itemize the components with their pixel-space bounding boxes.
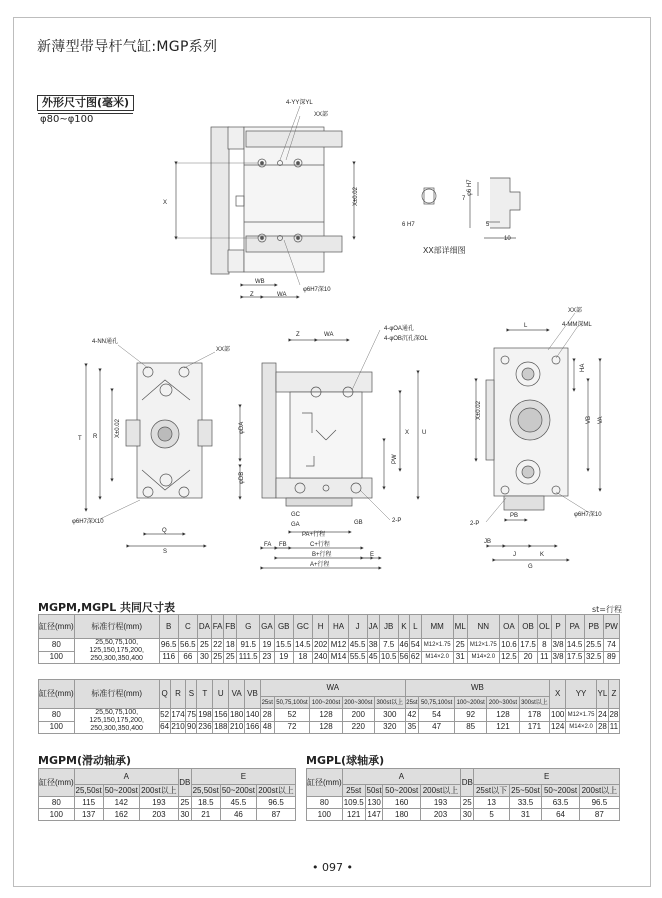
table-cell: 48 <box>260 721 274 734</box>
table-cell: 18.5 <box>191 797 220 809</box>
header-cell: A <box>342 769 460 785</box>
table-cell: 85 <box>455 721 487 734</box>
table-cell: 87 <box>579 809 619 821</box>
top-view <box>176 106 354 297</box>
label-va: VA <box>598 416 604 424</box>
header-cell: OA <box>499 615 518 639</box>
table-cell: 24 <box>596 709 608 722</box>
header-cell: ML <box>453 615 467 639</box>
header-cell: JB <box>379 615 398 639</box>
second-dimension-table <box>38 679 620 734</box>
table-cell: 10.5 <box>379 651 398 664</box>
detail-caption: XX部详细图 <box>423 246 466 255</box>
table-cell: 28 <box>596 721 608 734</box>
table-cell: 25 <box>197 639 211 652</box>
table-cell: 17.5 <box>565 651 584 664</box>
label-h6x10: φ6H7深X10 <box>72 519 104 525</box>
common-dimension-table <box>38 614 620 664</box>
table-cell: 220 <box>342 721 374 734</box>
header-cell: E <box>191 769 295 785</box>
table-cell: 128 <box>310 709 342 722</box>
label-x-left: X±0.02 <box>115 419 121 438</box>
header-cell: 50~200st <box>104 785 138 795</box>
table-cell: 25,50,75,100, 125,150,175,200, 250,300,350,400 <box>74 639 159 664</box>
label-b: B+行程 <box>312 552 332 558</box>
table-cell: 28 <box>608 709 619 722</box>
header-cell: 25st以下 <box>474 785 509 797</box>
table-cell: 10.6 <box>499 639 518 652</box>
table-cell: 11 <box>538 651 551 664</box>
table-cell: 56.5 <box>178 639 197 652</box>
table-cell: 47 <box>419 721 455 734</box>
table-cell: 320 <box>374 721 405 734</box>
table-cell: 64 <box>159 721 170 734</box>
header-cell: 200st以上 <box>420 785 460 797</box>
label-yy: 4-YY深YL <box>286 100 313 106</box>
table-cell: 7.5 <box>379 639 398 652</box>
header-cell: JA <box>367 615 379 639</box>
mgpl-table <box>306 768 620 821</box>
header-cell: GC <box>293 615 312 639</box>
label-h6: φ6H7深10 <box>303 287 331 293</box>
label-xx-right: XX部 <box>568 308 583 314</box>
header-cell: Z <box>608 680 619 709</box>
header-cell: B <box>159 615 178 639</box>
table-cell: 30 <box>180 809 190 819</box>
table-cell: 171 <box>519 721 550 734</box>
label-pw: PW <box>392 454 398 464</box>
table-cell: 14.5 <box>293 639 312 652</box>
table-cell: 210 <box>170 721 186 734</box>
table-cell: 89 <box>603 651 619 664</box>
header-cell: X <box>550 680 566 709</box>
label-detail-6: 6 H7 <box>402 222 415 228</box>
table-cell: 140 <box>245 709 261 722</box>
table-cell: 180 <box>383 809 420 821</box>
header-cell: 200st以上 <box>579 785 619 797</box>
table-cell: 31 <box>453 651 467 664</box>
label-nn: 4-NN通孔 <box>92 339 119 345</box>
table-cell: 210 <box>229 721 245 734</box>
header-cell: 25st <box>260 697 274 709</box>
table-cell: 100 <box>307 809 343 821</box>
table-cell: 19 <box>274 651 293 664</box>
table-cell: 96.5 <box>579 797 619 809</box>
label-xx-top: XX部 <box>314 112 329 118</box>
table-cell: 21 <box>191 809 220 821</box>
header-cell: 200~300st <box>342 697 374 709</box>
header-cell: 50~200st <box>383 785 420 797</box>
table-cell: 116 <box>159 651 178 664</box>
table-cell: 25 <box>453 639 467 652</box>
label-e: E <box>370 552 375 558</box>
label-g: G <box>528 564 533 570</box>
table-cell: 3/8 <box>551 651 565 664</box>
label-mm: 4-MM深ML <box>562 322 592 328</box>
header-cell: DA <box>197 615 211 639</box>
header-cell: PW <box>603 615 619 639</box>
table-cell: 124 <box>550 721 566 734</box>
table-cell: 30 <box>461 809 474 821</box>
label-fb: FB <box>279 542 287 548</box>
table-cell: 3/8 <box>551 639 565 652</box>
table-cell: 12.5 <box>499 651 518 664</box>
table-cell: 100 <box>39 651 75 664</box>
table-cell: M14×2.0 <box>421 651 453 664</box>
label-s: S <box>163 549 168 555</box>
table-cell: 128 <box>310 721 342 734</box>
label-gb: GB <box>354 520 363 526</box>
label-r: R <box>93 434 98 440</box>
table-row <box>307 797 620 809</box>
header-cell: YL <box>596 680 608 709</box>
label-z: Z <box>250 292 254 298</box>
mgpl-table-title: MGPL(球轴承) <box>306 754 385 767</box>
header-cell: 300st以上 <box>519 697 550 709</box>
table-cell: 100 <box>550 709 566 722</box>
table-cell: 56 <box>398 651 409 664</box>
table-cell: 96.5 <box>159 639 178 652</box>
table-cell: 25 <box>180 797 190 807</box>
table-cell: 14.5 <box>565 639 584 652</box>
header-cell: 50~200st <box>542 785 579 797</box>
table-cell: 74 <box>603 639 619 652</box>
table-cell: 25 <box>461 797 474 809</box>
table-cell: 91.5 <box>237 639 260 652</box>
header-cell: FB <box>224 615 237 639</box>
table-cell: 188 <box>213 721 229 734</box>
table-cell: 92 <box>455 709 487 722</box>
label-wa2: WA <box>324 332 334 338</box>
table-cell: M12×1.75 <box>566 709 597 722</box>
label-xx-left: XX部 <box>216 347 231 353</box>
header-cell: DB <box>461 769 474 797</box>
stroke-note: st=行程 <box>592 605 623 614</box>
label-l: L <box>524 323 528 329</box>
label-ga: GA <box>291 522 300 528</box>
table-cell: 46 <box>398 639 409 652</box>
label-detail-10: 10 <box>504 236 511 242</box>
label-x3: X±0.02 <box>476 401 482 420</box>
table-row <box>39 797 296 809</box>
label-detail-7: 7 <box>462 196 466 202</box>
table-cell: 203 <box>139 809 178 821</box>
table-row <box>307 809 620 821</box>
table-cell: 87 <box>257 809 296 821</box>
table-cell: 200 <box>342 709 374 722</box>
table-cell: 90 <box>186 721 197 734</box>
header-cell: J <box>348 615 367 639</box>
header-cell: VA <box>229 680 245 709</box>
section-subtitle: φ80~φ100 <box>40 114 94 125</box>
header-cell: 50,75,100st <box>274 697 310 709</box>
header-cell: HA <box>329 615 348 639</box>
front-view <box>240 330 418 568</box>
label-x-tol: X±0.02 <box>353 187 359 206</box>
table-cell: 8 <box>538 639 551 652</box>
label-a: A+行程 <box>310 562 330 568</box>
header-cell: 缸径(mm) <box>39 769 75 797</box>
mgpm-table <box>38 768 296 821</box>
header-cell: Q <box>159 680 170 709</box>
table-cell: 25 <box>224 651 237 664</box>
label-detail-h: φ6 H7 <box>467 179 473 196</box>
label-oa: 4-φOA通孔 <box>384 326 414 332</box>
label-x2: X <box>405 430 410 436</box>
table-cell: 20 <box>518 651 537 664</box>
label-u: U <box>422 430 427 436</box>
table-cell: 54 <box>410 639 421 652</box>
table-cell: 178 <box>519 709 550 722</box>
header-cell: 25st <box>342 785 365 797</box>
header-cell: 50,75,100st <box>419 697 455 709</box>
label-p3: 2-P <box>470 521 480 527</box>
table-cell: 13 <box>474 797 509 809</box>
header-cell: 25,50st <box>75 785 102 795</box>
table-cell: 45.5 <box>348 639 367 652</box>
table-cell: 180 <box>229 709 245 722</box>
label-k: K <box>540 552 545 558</box>
table-cell: 25,50,75,100, 125,150,175,200, 250,300,350,400 <box>74 709 159 734</box>
table-cell: 62 <box>410 651 421 664</box>
table-cell: 193 <box>420 797 460 809</box>
table-cell: 35 <box>405 721 419 734</box>
header-cell: C <box>178 615 197 639</box>
table-cell: 121 <box>487 721 519 734</box>
header-cell: E <box>474 769 620 785</box>
header-cell: 50st <box>366 785 382 795</box>
header-cell: 缸径(mm) <box>39 615 75 639</box>
table-cell: 63.5 <box>542 797 579 809</box>
table-cell: 128 <box>487 709 519 722</box>
table-cell: 33.5 <box>509 797 542 809</box>
label-detail-5: 5 <box>486 222 490 228</box>
table-cell: 64 <box>542 809 579 821</box>
header-cell: L <box>410 615 421 639</box>
header-cell: NN <box>467 615 499 639</box>
label-vb: VB <box>586 415 592 424</box>
header-cell: K <box>398 615 409 639</box>
label-j: J <box>513 552 516 558</box>
table-cell: 45.5 <box>220 797 256 809</box>
header-cell: DB <box>178 769 191 797</box>
label-jb: JB <box>484 539 492 545</box>
label-p2: 2-P <box>392 518 402 524</box>
table-cell: 193 <box>139 797 178 809</box>
header-cell: 100~200st <box>455 697 487 709</box>
table-cell: 5 <box>474 809 509 821</box>
label-c: C+行程 <box>310 542 330 548</box>
header-cell: YY <box>566 680 597 709</box>
table-cell: 96.5 <box>257 797 296 809</box>
table-cell: 300 <box>374 709 405 722</box>
label-h6x10b: φ6H7深10 <box>574 512 602 518</box>
table-cell: 174 <box>170 709 186 722</box>
page-title: 新薄型带导杆气缸:MGP系列 <box>37 39 218 55</box>
table-cell: 18 <box>293 651 312 664</box>
header-cell: 200~300st <box>487 697 519 709</box>
table-cell: 18 <box>224 639 237 652</box>
table-cell: 109.5 <box>343 797 364 807</box>
table-cell: 198 <box>197 709 213 722</box>
table-cell: M14×2.0 <box>467 651 499 664</box>
label-q: Q <box>162 528 167 534</box>
table-cell: 80 <box>39 797 75 809</box>
table-cell: 25 <box>211 651 223 664</box>
label-ha: HA <box>580 363 586 372</box>
table-cell: M12×1.75 <box>421 639 453 652</box>
header-cell: 25~50st <box>511 785 540 795</box>
table-cell: 202 <box>312 639 329 652</box>
table-cell: 42 <box>405 709 419 722</box>
header-cell: GB <box>274 615 293 639</box>
label-z2: Z <box>296 332 300 338</box>
common-table-title: MGPM,MGPL 共同尺寸表 <box>38 601 176 614</box>
header-cell: GA <box>260 615 274 639</box>
header-cell: 缸径(mm) <box>307 769 343 797</box>
table-cell: 121 <box>342 809 365 821</box>
header-cell: 200st以上 <box>141 785 177 795</box>
table-cell: 80 <box>307 797 343 809</box>
header-cell: 标准行程(mm) <box>74 615 159 639</box>
table-cell: 203 <box>420 809 460 821</box>
mgpm-table-title: MGPM(滑动轴承) <box>38 754 132 767</box>
table-cell: 28 <box>260 709 274 722</box>
label-pa: PA+行程 <box>302 532 326 538</box>
label-pb: PB <box>510 513 519 519</box>
table-cell: M12×1.75 <box>467 639 499 652</box>
header-cell: PA <box>565 615 584 639</box>
table-cell: 19 <box>260 639 274 652</box>
header-cell: OL <box>538 615 551 639</box>
table-row <box>39 639 620 652</box>
label-fa: FA <box>264 542 272 548</box>
header-cell: 300st以上 <box>374 697 405 709</box>
table-cell: M12 <box>329 639 348 652</box>
table-cell: 17.5 <box>518 639 537 652</box>
header-cell: P <box>551 615 565 639</box>
table-cell: 142 <box>103 797 139 809</box>
table-cell: 130 <box>365 797 383 809</box>
table-cell: 72 <box>274 721 310 734</box>
table-cell: 66 <box>178 651 197 664</box>
header-cell: A <box>74 769 178 785</box>
header-cell: 25,50st <box>192 785 219 795</box>
table-row <box>39 809 296 821</box>
header-cell: 100~200st <box>310 697 342 709</box>
table-cell: 162 <box>103 809 139 821</box>
header-cell: WB <box>405 680 550 697</box>
label-db: φDB <box>239 471 245 484</box>
table-cell: 15.5 <box>274 639 293 652</box>
table-cell: 100 <box>39 721 75 734</box>
table-cell: 45 <box>367 651 379 664</box>
label-wb: WB <box>255 279 265 285</box>
table-cell: 52 <box>274 709 310 722</box>
right-view <box>476 313 600 560</box>
table-row <box>39 709 620 722</box>
table-cell: 160 <box>383 797 420 809</box>
header-cell: 缸径(mm) <box>39 680 75 709</box>
table-cell: 25.5 <box>584 639 603 652</box>
table-cell: M14×2.0 <box>566 721 597 734</box>
table-cell: 55.5 <box>348 651 367 664</box>
table-cell: 137 <box>74 809 103 821</box>
table-cell: 22 <box>211 639 223 652</box>
header-cell: WA <box>260 680 405 697</box>
label-da: φDA <box>239 421 245 434</box>
header-cell: G <box>237 615 260 639</box>
table-cell: 240 <box>312 651 329 664</box>
table-cell: 80 <box>39 639 75 652</box>
label-t: T <box>78 436 82 442</box>
header-cell: T <box>197 680 213 709</box>
table-cell: 32.5 <box>584 651 603 664</box>
header-cell: R <box>170 680 186 709</box>
label-wa: WA <box>277 292 287 298</box>
table-cell: 236 <box>197 721 213 734</box>
table-cell: 166 <box>245 721 261 734</box>
label-gc: GC <box>291 512 300 518</box>
label-x: X <box>163 200 168 206</box>
table-cell: 31 <box>509 809 542 821</box>
table-cell: 147 <box>365 809 383 821</box>
table-cell: 38 <box>367 639 379 652</box>
header-cell: S <box>186 680 197 709</box>
header-cell: FA <box>211 615 223 639</box>
header-cell: 200st以上 <box>258 785 294 795</box>
header-cell: 标准行程(mm) <box>74 680 159 709</box>
table-cell: 156 <box>213 709 229 722</box>
left-view <box>86 345 215 546</box>
table-cell: 75 <box>186 709 197 722</box>
header-cell: MM <box>421 615 453 639</box>
table-cell: 80 <box>39 709 75 722</box>
header-cell: 25st <box>405 697 419 709</box>
header-cell: VB <box>245 680 261 709</box>
section-title: 外形尺寸图(毫米) <box>37 95 134 111</box>
table-cell: 54 <box>419 709 455 722</box>
header-cell: 50~200st <box>221 785 255 795</box>
page-number: • 097 • <box>312 861 353 874</box>
table-cell: 30 <box>197 651 211 664</box>
header-cell: PB <box>584 615 603 639</box>
header-cell: U <box>213 680 229 709</box>
table-cell: 46 <box>220 809 256 821</box>
table-cell: 52 <box>159 709 170 722</box>
header-cell: H <box>312 615 329 639</box>
label-ob: 4-φOB沉孔深OL <box>384 336 428 342</box>
table-cell: 100 <box>39 809 75 821</box>
header-cell: OB <box>518 615 537 639</box>
table-cell: 23 <box>260 651 274 664</box>
table-cell: M14 <box>329 651 348 664</box>
table-cell: 115 <box>74 797 103 809</box>
table-cell: 11 <box>608 721 619 734</box>
table-cell: 111.5 <box>237 651 260 664</box>
